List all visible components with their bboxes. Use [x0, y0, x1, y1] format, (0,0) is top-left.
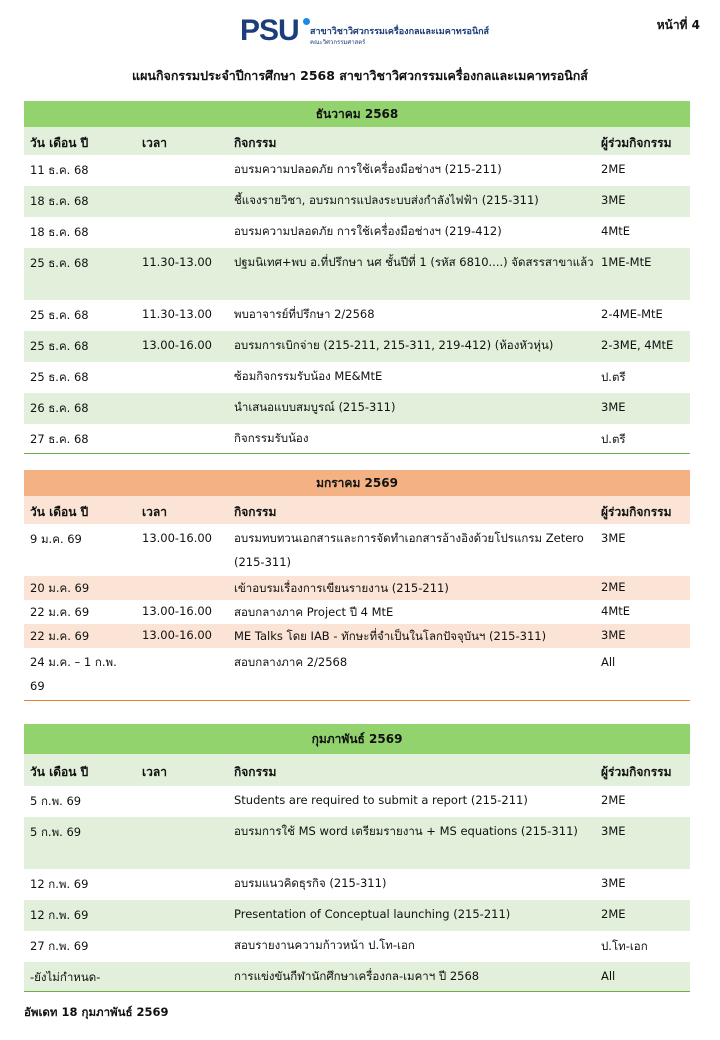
row-time: 11.30-13.00	[142, 255, 212, 269]
table-row	[24, 624, 690, 648]
table-row	[24, 786, 690, 817]
row-activity: นำเสนอแบบสมบูรณ์ (215-311)	[234, 400, 396, 414]
row-date: 18 ธ.ค. 68	[30, 194, 89, 208]
table-row	[24, 817, 690, 869]
logo-dot-icon	[303, 18, 310, 25]
row-date: 26 ธ.ค. 68	[30, 401, 89, 415]
header-participants: ผู้ร่วมกิจกรรม	[601, 765, 672, 779]
row-participants: ป.โท-เอก	[601, 939, 648, 953]
row-date: 22 ม.ค. 69	[30, 629, 90, 643]
row-date: 22 ม.ค. 69	[30, 605, 90, 619]
table-row	[24, 576, 690, 600]
row-time: 13.00-16.00	[142, 531, 212, 545]
column-header-row	[24, 496, 690, 524]
section-january	[24, 470, 690, 701]
table-row	[24, 962, 690, 992]
row-date: 11 ธ.ค. 68	[30, 163, 89, 177]
month-heading: กุมภาพันธ์ 2569	[24, 724, 690, 754]
row-participants: 3ME	[601, 193, 626, 207]
row-activity: กิจกรรมรับน้อง	[234, 431, 309, 445]
column-header-row	[24, 127, 690, 155]
row-participants: All	[601, 655, 616, 669]
row-date: -ยังไม่กำหนด-	[30, 970, 101, 984]
row-activity: เข้าอบรมเรื่องการเขียนรายงาน (215-211)	[234, 581, 449, 595]
row-participants: 2ME	[601, 907, 626, 921]
section-february	[24, 724, 690, 992]
row-activity: ME Talks โดย IAB - ทักษะที่จำเป็นในโลกปัจจุบันฯ (215-311)	[234, 629, 547, 643]
logo-department-name: สาขาวิชาวิศวกรรมเครื่องกลและเมคาทรอนิกส์	[310, 27, 490, 37]
table-row	[24, 362, 690, 393]
row-date: 24 ม.ค. – 1 ก.พ. 69	[30, 655, 117, 693]
row-participants: ป.ตรี	[601, 432, 626, 446]
table-row	[24, 248, 690, 300]
row-date: 9 ม.ค. 69	[30, 532, 82, 546]
header-activity: กิจกรรม	[234, 136, 277, 150]
row-activity: อบรมความปลอดภัย การใช้เครื่องมือช่างฯ (215-211)	[234, 162, 502, 176]
row-activity: สอบรายงานความก้าวหน้า ป.โท-เอก	[234, 938, 415, 952]
table-row	[24, 300, 690, 331]
month-heading: ธันวาคม 2568	[24, 101, 690, 127]
header-time: เวลา	[142, 136, 167, 150]
row-activity: อบรมการใช้ MS word เตรียมรายงาน + MS equations (215-311)	[234, 824, 578, 838]
row-activity: อบรมการเบิกจ่าย (215-211, 215-311, 219-412) (ห้องหัวหุ่น)	[234, 338, 554, 352]
row-activity: อบรมความปลอดภัย การใช้เครื่องมือช่างฯ (219-412)	[234, 224, 502, 238]
psu-logo	[240, 14, 500, 48]
row-activity: สอบกลางภาค Project ปี 4 MtE	[234, 605, 394, 619]
table-row	[24, 869, 690, 900]
header-date: วัน เดือน ปี	[30, 505, 89, 519]
table-row	[24, 155, 690, 186]
row-participants: 2ME	[601, 162, 626, 176]
row-date: 5 ก.พ. 69	[30, 794, 82, 808]
section-december	[24, 101, 690, 454]
row-activity: ปฐมนิเทศ+พบ อ.ที่ปรึกษา นศ ชั้นปีที่ 1 (รหัส 6810....) จัดสรรสาขาแล้ว	[234, 255, 594, 269]
last-updated-note: อัพเดท 18 กุมภาพันธ์ 2569	[24, 1005, 169, 1019]
row-activity: อบรมแนวคิดธุรกิจ (215-311)	[234, 876, 387, 890]
header-activity: กิจกรรม	[234, 505, 277, 519]
row-participants: 3ME	[601, 628, 626, 642]
row-date: 25 ธ.ค. 68	[30, 370, 89, 384]
row-participants: 3ME	[601, 824, 626, 838]
row-date: 20 ม.ค. 69	[30, 581, 90, 595]
row-participants: 3ME	[601, 876, 626, 890]
row-activity: อบรมทบทวนเอกสารและการจัดทำเอกสารอ้างอิงด้วยโปรแกรม Zetero (215-311)	[234, 531, 584, 569]
row-date: 5 ก.พ. 69	[30, 825, 82, 839]
row-participants: 3ME	[601, 400, 626, 414]
row-date: 25 ธ.ค. 68	[30, 256, 89, 270]
table-row	[24, 524, 690, 576]
row-activity: ชี้แจงรายวิชา, อบรมการแปลงระบบส่งกำลังไฟฟ้า (215-311)	[234, 193, 539, 207]
row-activity: การแข่งขันกีฬานักศึกษาเครื่องกล-เมคาฯ ปี 2568	[234, 969, 480, 983]
column-header-row	[24, 754, 690, 786]
row-date: 25 ธ.ค. 68	[30, 339, 89, 353]
header-time: เวลา	[142, 765, 167, 779]
header-participants: ผู้ร่วมกิจกรรม	[601, 136, 672, 150]
table-row	[24, 600, 690, 624]
table-row	[24, 648, 690, 701]
row-activity: พบอาจารย์ที่ปรึกษา 2/2568	[234, 307, 375, 321]
document-title: แผนกิจกรรมประจำปีการศึกษา 2568 สาขาวิชาวิศวกรรมเครื่องกลและเมคาทรอนิกส์	[132, 68, 588, 83]
row-participants: 1ME-MtE	[601, 255, 652, 269]
row-time: 13.00-16.00	[142, 628, 212, 642]
table-row	[24, 331, 690, 362]
logo-mark: PSU	[240, 14, 299, 47]
row-participants: 2ME	[601, 793, 626, 807]
row-participants: 4MtE	[601, 604, 631, 618]
row-date: 25 ธ.ค. 68	[30, 308, 89, 322]
row-date: 27 ธ.ค. 68	[30, 432, 89, 446]
header-date: วัน เดือน ปี	[30, 765, 89, 779]
table-row	[24, 217, 690, 248]
month-heading: มกราคม 2569	[24, 470, 690, 496]
table-row	[24, 424, 690, 454]
row-participants: ป.ตรี	[601, 370, 626, 384]
table-row	[24, 186, 690, 217]
table-row	[24, 393, 690, 424]
row-participants: 3ME	[601, 531, 626, 545]
row-participants: 2-3ME, 4MtE	[601, 338, 674, 352]
header-date: วัน เดือน ปี	[30, 136, 89, 150]
row-time: 13.00-16.00	[142, 604, 212, 618]
row-date: 27 ก.พ. 69	[30, 939, 89, 953]
logo-faculty-name: คณะวิศวกรรมศาสตร์	[310, 39, 366, 46]
row-date: 18 ธ.ค. 68	[30, 225, 89, 239]
row-activity: สอบกลางภาค 2/2568	[234, 655, 348, 669]
row-participants: 2ME	[601, 580, 626, 594]
row-participants: All	[601, 969, 616, 983]
row-activity: Students are required to submit a report (215-211)	[234, 793, 528, 807]
header-participants: ผู้ร่วมกิจกรรม	[601, 505, 672, 519]
row-time: 13.00-16.00	[142, 338, 212, 352]
table-row	[24, 900, 690, 931]
row-date: 12 ก.พ. 69	[30, 877, 89, 891]
row-date: 12 ก.พ. 69	[30, 908, 89, 922]
row-participants: 2-4ME-MtE	[601, 307, 663, 321]
row-time: 11.30-13.00	[142, 307, 212, 321]
row-activity: ซ้อมกิจกรรมรับน้อง ME&MtE	[234, 369, 383, 383]
header-activity: กิจกรรม	[234, 765, 277, 779]
row-activity: Presentation of Conceptual launching (215-211)	[234, 907, 511, 921]
table-row	[24, 931, 690, 962]
header-time: เวลา	[142, 505, 167, 519]
row-participants: 4MtE	[601, 224, 631, 238]
page-number: หน้าที่ 4	[656, 18, 700, 32]
